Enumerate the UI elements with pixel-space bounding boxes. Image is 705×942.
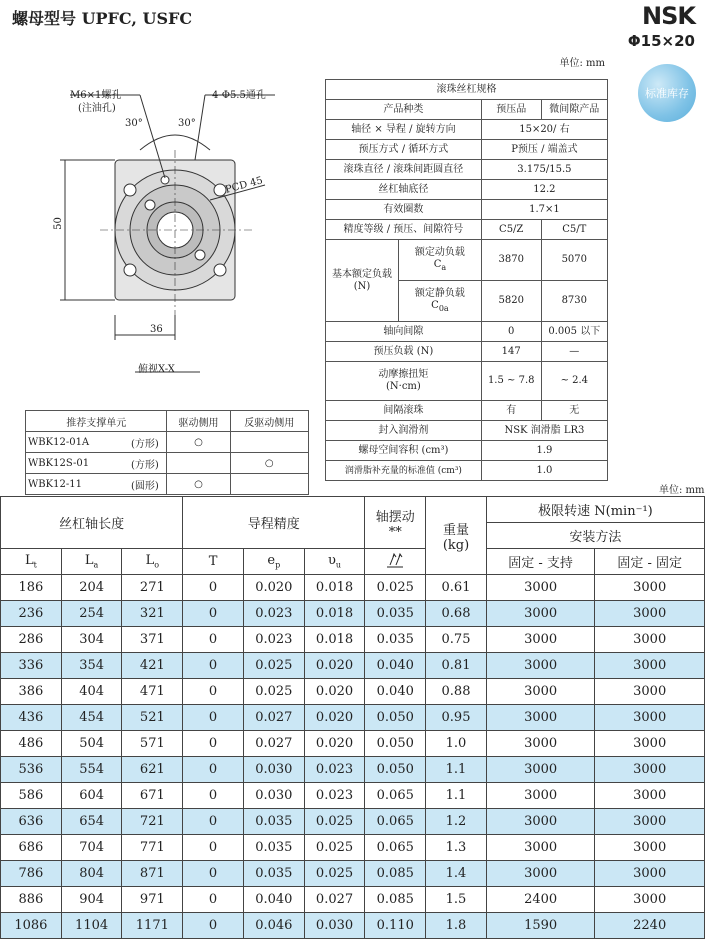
hdr-lo-sym: L — [145, 553, 155, 569]
table-cell: 3000 — [595, 575, 705, 601]
table-cell: 3000 — [595, 627, 705, 653]
table-cell: 1.4 — [426, 861, 487, 887]
table-cell: 0.018 — [304, 575, 365, 601]
table-cell: 3000 — [486, 783, 594, 809]
table-cell: 0.020 — [243, 575, 304, 601]
torque-t: ~ 2.4 — [541, 362, 607, 401]
table-cell: 3000 — [595, 835, 705, 861]
table-cell: 0.035 — [365, 601, 426, 627]
hdr-runout-cell — [365, 497, 426, 549]
table-cell: 0.027 — [243, 705, 304, 731]
support-model: WBK12-01A — [26, 432, 124, 453]
spec-cell: 轴径 × 导程 / 旋转方向 — [326, 120, 482, 140]
table-cell: 1.1 — [426, 757, 487, 783]
hdr-lt — [1, 549, 62, 575]
table-cell: 971 — [122, 887, 183, 913]
runout-icon — [365, 549, 426, 575]
table-row — [1, 731, 705, 757]
hdr-lo-sub: o — [154, 560, 160, 570]
table-cell: 786 — [1, 861, 62, 887]
table-cell: 0.023 — [243, 601, 304, 627]
support-row — [26, 474, 309, 495]
support-drive: ○ — [167, 474, 230, 495]
spec-cell: 15×20/ 右 — [481, 120, 607, 140]
table-cell: 0.023 — [304, 783, 365, 809]
table-cell: 0 — [183, 601, 244, 627]
table-cell: 0.030 — [243, 757, 304, 783]
hdr-la-sym: L — [84, 553, 94, 569]
table-cell: 3000 — [486, 809, 594, 835]
grease-label: 封入润滑剂 — [326, 421, 482, 441]
hdr-vu-sym: υ — [328, 553, 336, 569]
table-cell: 436 — [1, 705, 62, 731]
hdr-la-sub: a — [93, 560, 99, 570]
torque-z: 1.5 ~ 7.8 — [481, 362, 541, 401]
preload-t: — — [541, 342, 607, 362]
dim-height: 50 — [52, 217, 64, 230]
spacer-label: 间隔滚珠 — [326, 401, 482, 421]
stat-z: 5820 — [481, 281, 541, 322]
table-cell: 0.023 — [304, 757, 365, 783]
table-cell: 0 — [183, 731, 244, 757]
table-cell: 0.61 — [426, 575, 487, 601]
support-drive — [167, 453, 230, 474]
support-header: 反驱动侧用 — [230, 411, 308, 432]
callout-oil-hole-note: (注油孔) — [78, 103, 116, 114]
table-cell: 0 — [183, 887, 244, 913]
table-cell: 186 — [1, 575, 62, 601]
spec-cell: 滚珠直径 / 滚珠间距圆直径 — [326, 160, 482, 180]
table-cell: 471 — [122, 679, 183, 705]
page-title: 螺母型号 UPFC, USFC — [12, 9, 193, 28]
hdr-length: 丝杠轴长度 — [1, 497, 183, 549]
angle-right: 30° — [178, 118, 196, 129]
support-counter: ○ — [230, 453, 308, 474]
table-cell: 0.023 — [243, 627, 304, 653]
support-model: WBK12-11 — [26, 474, 124, 495]
table-cell: 0.030 — [304, 913, 365, 939]
table-cell: 0.065 — [365, 809, 426, 835]
table-cell: 0.68 — [426, 601, 487, 627]
view-label: 俯视X-X — [138, 364, 175, 375]
table-cell: 536 — [1, 757, 62, 783]
table-cell: 0 — [183, 809, 244, 835]
table-cell: 0.025 — [304, 835, 365, 861]
spec-cell: 精度等级 / 预压、间隙符号 — [326, 220, 482, 240]
gap-label: 轴向间隙 — [326, 322, 482, 342]
table-cell: 3000 — [486, 679, 594, 705]
table-cell: 521 — [122, 705, 183, 731]
table-cell: 0.040 — [365, 653, 426, 679]
table-cell: 0 — [183, 757, 244, 783]
spec-cell: 微间隙产品 — [541, 100, 607, 120]
table-cell: 3000 — [595, 861, 705, 887]
table-cell: 0.020 — [304, 679, 365, 705]
support-header: 推荐支撑单元 — [26, 411, 167, 432]
hdr-fixed-support: 固定 - 支持 — [486, 549, 594, 575]
table-cell: 904 — [61, 887, 122, 913]
support-shape: (方形) — [123, 432, 167, 453]
spec-cell: 1.7×1 — [481, 200, 607, 220]
table-cell: 0 — [183, 913, 244, 939]
table-cell: 0 — [183, 861, 244, 887]
table-cell: 3000 — [595, 679, 705, 705]
stat-sub: 0a — [438, 303, 449, 313]
table-cell: 0.035 — [243, 809, 304, 835]
table-cell: 3000 — [486, 757, 594, 783]
table-cell: 804 — [61, 861, 122, 887]
table-cell: 504 — [61, 731, 122, 757]
refill-val: 1.0 — [481, 461, 607, 481]
support-model: WBK12S-01 — [26, 453, 124, 474]
table-row — [1, 601, 705, 627]
table-cell: 0.75 — [426, 627, 487, 653]
torque-unit: (N·cm) — [386, 381, 421, 392]
load-label-cell — [326, 240, 399, 321]
support-drive: ○ — [167, 432, 230, 453]
table-cell: 354 — [61, 653, 122, 679]
gap-z: 0 — [481, 322, 541, 342]
torque-label: 动摩擦扭矩 — [378, 369, 429, 380]
support-shape: (方形) — [123, 453, 167, 474]
table-cell: 3000 — [595, 601, 705, 627]
table-cell: 0.035 — [243, 835, 304, 861]
table-cell: 304 — [61, 627, 122, 653]
table-cell: 1590 — [486, 913, 594, 939]
table-row — [1, 679, 705, 705]
table-cell: 554 — [61, 757, 122, 783]
stock-badge: 标准库存 — [638, 64, 696, 122]
hdr-runout: 轴摆动 — [375, 509, 415, 525]
table-cell: 3000 — [595, 653, 705, 679]
table-cell: 871 — [122, 861, 183, 887]
spacer-t: 无 — [541, 401, 607, 421]
table-cell: 686 — [1, 835, 62, 861]
table-cell: 271 — [122, 575, 183, 601]
table-cell: 0.035 — [243, 861, 304, 887]
callout-oil-hole: M6×1螺孔 — [70, 90, 122, 101]
brand-logo: NSK — [642, 2, 695, 30]
load-label: 基本额定负载 — [332, 268, 392, 280]
support-table — [25, 410, 309, 495]
table-cell: 0.025 — [304, 809, 365, 835]
table-cell: 1.5 — [426, 887, 487, 913]
stat-label: 额定静负载 — [414, 287, 465, 299]
dim-width: 36 — [150, 324, 163, 335]
dyn-t: 5070 — [541, 240, 607, 281]
torque-label-cell — [326, 362, 482, 401]
volume-val: 1.9 — [481, 441, 607, 461]
table-cell: 721 — [122, 809, 183, 835]
table-cell: 0 — [183, 627, 244, 653]
table-cell: 0.020 — [304, 731, 365, 757]
table-cell: 0.95 — [426, 705, 487, 731]
table-cell: 0.050 — [365, 757, 426, 783]
hdr-lead: 导程精度 — [183, 497, 365, 549]
volume-label: 螺母空间容积 (cm³) — [326, 441, 482, 461]
table-cell: 704 — [61, 835, 122, 861]
table-cell: 3000 — [486, 731, 594, 757]
dyn-sub: a — [441, 262, 447, 272]
unit-label-2: 单位: mm — [659, 485, 705, 496]
table-cell: 604 — [61, 783, 122, 809]
dyn-label-cell — [399, 240, 481, 281]
table-cell: 0.040 — [243, 887, 304, 913]
table-cell: 1086 — [1, 913, 62, 939]
table-cell: 0.88 — [426, 679, 487, 705]
table-cell: 336 — [1, 653, 62, 679]
refill-label: 润滑脂补充量的标准值 (cm³) — [326, 461, 482, 481]
table-cell: 1.0 — [426, 731, 487, 757]
support-row — [26, 432, 309, 453]
table-cell: 0.085 — [365, 861, 426, 887]
table-cell: 0.025 — [365, 575, 426, 601]
hdr-runout-mark: ** — [388, 524, 402, 540]
table-row — [1, 653, 705, 679]
table-cell: 0.027 — [243, 731, 304, 757]
table-row — [1, 705, 705, 731]
angle-left: 30° — [125, 118, 143, 129]
table-cell: 0 — [183, 679, 244, 705]
table-row — [1, 913, 705, 939]
support-shape: (圆形) — [123, 474, 167, 495]
hdr-lt-sym: L — [24, 553, 34, 569]
load-unit: (N) — [353, 280, 371, 292]
spec-cell: 预压方式 / 循环方式 — [326, 140, 482, 160]
stat-sym: C — [431, 299, 439, 311]
table-cell: 371 — [122, 627, 183, 653]
table-row — [1, 575, 705, 601]
stat-t: 8730 — [541, 281, 607, 322]
table-cell: 636 — [1, 809, 62, 835]
table-cell: 0 — [183, 835, 244, 861]
table-cell: 0.027 — [304, 887, 365, 913]
table-cell: 0 — [183, 575, 244, 601]
spec-cell: 有效圈数 — [326, 200, 482, 220]
table-cell: 1104 — [61, 913, 122, 939]
table-row — [1, 757, 705, 783]
table-cell: 0.020 — [304, 653, 365, 679]
hdr-weight: 重量 — [443, 522, 470, 538]
hdr-vu-sub: u — [335, 560, 342, 570]
table-cell: 0.025 — [243, 679, 304, 705]
spec-table — [325, 79, 608, 481]
spacer-z: 有 — [481, 401, 541, 421]
table-cell: 321 — [122, 601, 183, 627]
hdr-lt-sub: t — [33, 560, 37, 570]
table-cell: 1.1 — [426, 783, 487, 809]
table-row — [1, 887, 705, 913]
spec-cell: C5/Z — [481, 220, 541, 240]
table-row — [1, 809, 705, 835]
table-row — [1, 861, 705, 887]
table-cell: 286 — [1, 627, 62, 653]
hdr-la — [61, 549, 122, 575]
unit-label: 单位: mm — [559, 58, 605, 69]
table-cell: 0.035 — [365, 627, 426, 653]
stat-label-cell — [399, 281, 481, 321]
table-cell: 0.065 — [365, 783, 426, 809]
hdr-lo — [122, 549, 183, 575]
pcd-label: PCD 45 — [224, 175, 265, 196]
table-cell: 0.018 — [304, 601, 365, 627]
table-cell: 3000 — [595, 731, 705, 757]
hdr-mount: 安装方法 — [486, 523, 704, 549]
table-cell: 1.2 — [426, 809, 487, 835]
table-cell: 404 — [61, 679, 122, 705]
table-cell: 3000 — [595, 757, 705, 783]
hdr-t: T — [183, 549, 244, 575]
table-row — [1, 627, 705, 653]
table-cell: 0.050 — [365, 731, 426, 757]
table-cell: 0.065 — [365, 835, 426, 861]
support-header: 驱动侧用 — [167, 411, 230, 432]
table-cell: 3000 — [595, 809, 705, 835]
table-cell: 0.020 — [304, 705, 365, 731]
table-cell: 0.040 — [365, 679, 426, 705]
load-group — [326, 240, 482, 322]
table-cell: 3000 — [486, 861, 594, 887]
support-counter — [230, 432, 308, 453]
table-cell: 204 — [61, 575, 122, 601]
hdr-vu — [304, 549, 365, 575]
table-cell: 621 — [122, 757, 183, 783]
dyn-z: 3870 — [481, 240, 541, 281]
support-counter — [230, 474, 308, 495]
table-cell: 1171 — [122, 913, 183, 939]
table-cell: 3000 — [486, 705, 594, 731]
hdr-speed: 极限转速 N(min⁻¹) — [486, 497, 704, 523]
table-cell: 0.085 — [365, 887, 426, 913]
table-cell: 3000 — [595, 705, 705, 731]
table-cell: 0.110 — [365, 913, 426, 939]
spec-cell: P预压 / 端盖式 — [481, 140, 607, 160]
table-cell: 236 — [1, 601, 62, 627]
table-cell: 3000 — [595, 783, 705, 809]
table-cell: 0.046 — [243, 913, 304, 939]
dyn-label: 额定动负载 — [414, 246, 465, 258]
support-row — [26, 453, 309, 474]
table-cell: 886 — [1, 887, 62, 913]
table-cell: 0.025 — [304, 861, 365, 887]
table-cell: 254 — [61, 601, 122, 627]
table-cell: 0 — [183, 705, 244, 731]
table-cell: 671 — [122, 783, 183, 809]
hdr-ep-sub: p — [275, 560, 281, 570]
spec-cell: 丝杠轴底径 — [326, 180, 482, 200]
size-label: Φ15×20 — [627, 32, 695, 50]
preload-label: 预压负载 (N) — [326, 342, 482, 362]
spec-title: 滚珠丝杠规格 — [326, 80, 608, 100]
table-cell: 3000 — [486, 575, 594, 601]
gap-t: 0.005 以下 — [541, 322, 607, 342]
spec-cell: 产品种类 — [326, 100, 482, 120]
spec-cell: 12.2 — [481, 180, 607, 200]
table-cell: 0 — [183, 653, 244, 679]
table-cell: 0.025 — [243, 653, 304, 679]
table-cell: 386 — [1, 679, 62, 705]
spec-cell: 预压品 — [481, 100, 541, 120]
hdr-weight-cell — [426, 497, 487, 575]
grease-val: NSK 润滑脂 LR3 — [481, 421, 607, 441]
table-cell: 0.018 — [304, 627, 365, 653]
table-cell: 2400 — [486, 887, 594, 913]
main-table — [0, 496, 705, 939]
table-cell: 1.3 — [426, 835, 487, 861]
dyn-sym: C — [433, 258, 442, 270]
runout-symbol-icon — [384, 551, 406, 569]
table-cell: 1.8 — [426, 913, 487, 939]
table-cell: 3000 — [486, 835, 594, 861]
spec-cell: 3.175/15.5 — [481, 160, 607, 180]
hdr-fixed-fixed: 固定 - 固定 — [595, 549, 705, 575]
table-cell: 654 — [61, 809, 122, 835]
table-cell: 0.030 — [243, 783, 304, 809]
table-cell: 571 — [122, 731, 183, 757]
table-cell: 3000 — [486, 627, 594, 653]
callout-through-hole: 4-Φ5.5通孔 — [212, 90, 266, 101]
preload-z: 147 — [481, 342, 541, 362]
hdr-ep — [243, 549, 304, 575]
table-cell: 2240 — [595, 913, 705, 939]
table-cell: 586 — [1, 783, 62, 809]
table-cell: 3000 — [486, 601, 594, 627]
table-row — [1, 835, 705, 861]
table-cell: 3000 — [595, 887, 705, 913]
table-cell: 421 — [122, 653, 183, 679]
table-cell: 486 — [1, 731, 62, 757]
table-cell: 771 — [122, 835, 183, 861]
hdr-ep-sym: e — [267, 553, 276, 569]
table-cell: 0.050 — [365, 705, 426, 731]
spec-cell: C5/T — [541, 220, 607, 240]
hdr-weight-unit: (kg) — [442, 537, 470, 553]
table-cell: 454 — [61, 705, 122, 731]
table-cell: 0 — [183, 783, 244, 809]
table-cell: 3000 — [486, 653, 594, 679]
table-cell: 0.81 — [426, 653, 487, 679]
table-row — [1, 783, 705, 809]
